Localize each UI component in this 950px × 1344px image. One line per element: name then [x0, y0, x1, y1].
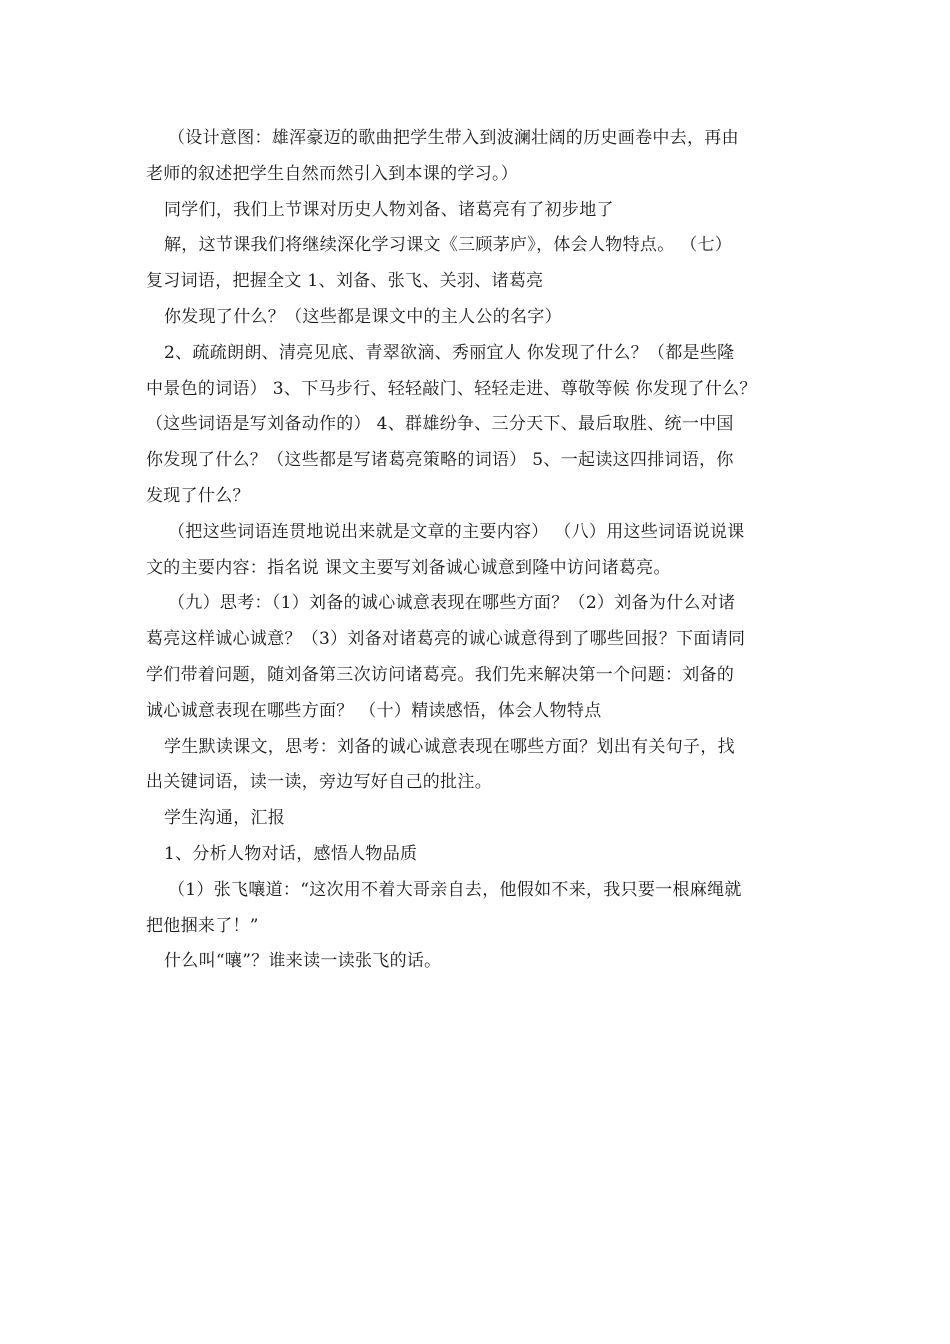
paragraph-line: 学生默读课文，思考：刘备的诚心诚意表现在哪些方面？划出有关句子，找 [164, 736, 735, 757]
paragraph-line: 学们带着问题，随刘备第三次访问诸葛亮。我们先来解决第一个问题：刘备的 [146, 664, 735, 685]
paragraph-line: 1、分析人物对话，感悟人物品质 [164, 843, 418, 864]
paragraph-line: 文的主要内容：指名说 课文主要写刘备诚心诚意到隆中访问诸葛亮。 [146, 557, 671, 578]
paragraph-line: 葛亮这样诚心诚意？（3）刘备对诸葛亮的诚心诚意得到了哪些回报？下面请同 [146, 629, 746, 650]
paragraph-line: 解，这节课我们将继续深化学习课文《三顾茅庐》，体会人物特点。 （七） [164, 235, 733, 256]
document-body [146, 121, 806, 980]
paragraph-line: 什么叫“嚷”？谁来读一读张飞的话。 [164, 951, 442, 972]
paragraph-line: 同学们，我们上节课对历史人物刘备、诸葛亮有了初步地了 [164, 199, 614, 220]
paragraph-line: 出关键词语，读一读，旁边写好自己的批注。 [146, 772, 492, 793]
paragraph-line: 诚心诚意表现在哪些方面？ （十）精读感悟，体会人物特点 [146, 700, 602, 721]
paragraph-line: 你发现了什么？（这些都是写诸葛亮策略的词语） 5、一起读这四排词语，你 [146, 450, 734, 471]
paragraph-line: 学生沟通，汇报 [164, 808, 286, 829]
paragraph-line: 把他捆来了！” [146, 915, 259, 936]
paragraph-line: 2、疏疏朗朗、清亮见底、青翠欲滴、秀丽宜人 你发现了什么？（都是些隆 [164, 342, 735, 363]
paragraph-line: （这些词语是写刘备动作的） 4、群雄纷争、三分天下、最后取胜、统一中国 [146, 414, 734, 435]
paragraph-line: 你发现了什么？（这些都是课文中的主人公的名字） [164, 306, 562, 327]
paragraph-line: （设计意图：雄浑豪迈的歌曲把学生带入到波澜壮阔的历史画卷中去，再由 [168, 128, 739, 148]
paragraph-line: 发现了什么？ [146, 485, 250, 506]
paragraph-line: 中景色的词语） 3、下马步行、轻轻敲门、轻轻走进、尊敬等候 你发现了什么？ [146, 378, 757, 399]
paragraph-line: （1）张飞嚷道：“这次用不着大哥亲自去，他假如不来，我只要一根麻绳就 [168, 879, 742, 900]
paragraph-line: 老师的叙述把学生自然而然引入到本课的学习。） [146, 163, 519, 184]
paragraph-line: （九）思考：（1）刘备的诚心诚意表现在哪些方面？（2）刘备为什么对诸 [168, 593, 736, 614]
paragraph-line: （把这些词语连贯地说出来就是文章的主要内容） （八）用这些词语说说课 [168, 521, 745, 542]
paragraph-line: 复习词语，把握全文 1、刘备、张飞、关羽、诸葛亮 [146, 271, 544, 292]
